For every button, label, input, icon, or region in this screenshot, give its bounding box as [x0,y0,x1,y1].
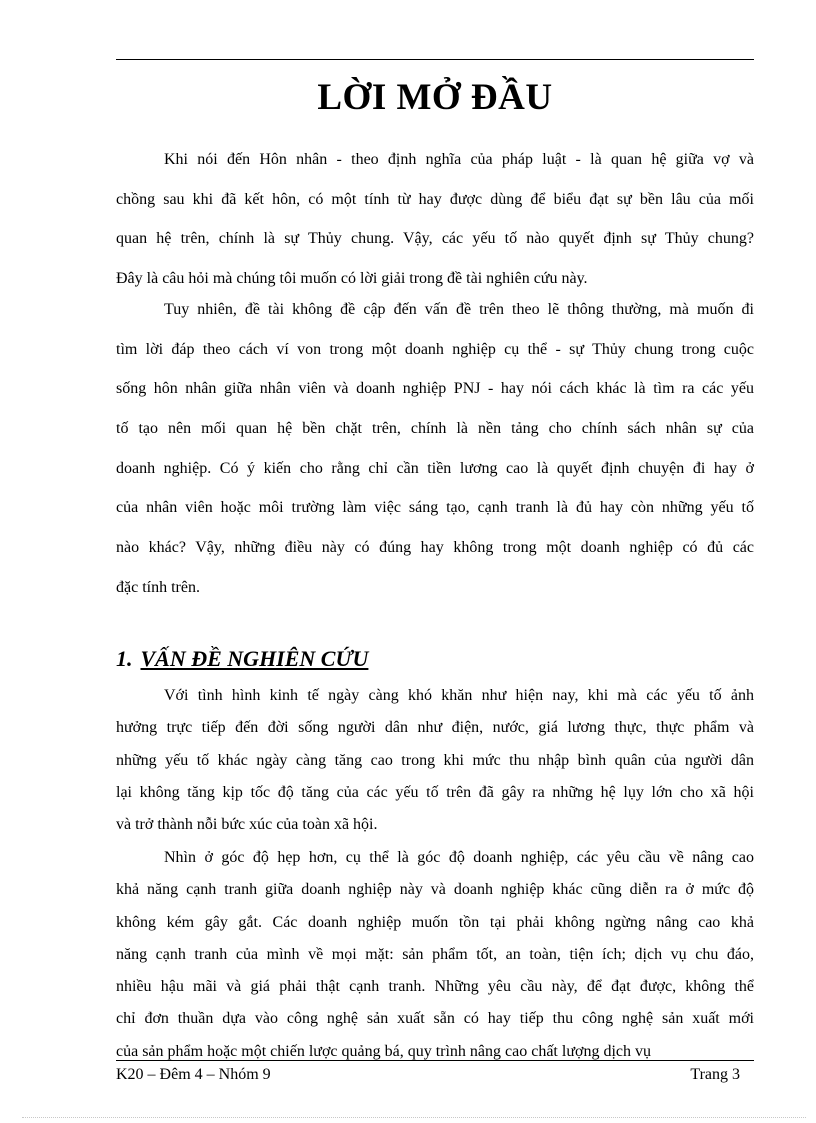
text-line: Tuy nhiên, đề tài không đề cập đến vấn đề trên theo lẽ thông thường, mà muốn đi [164,301,754,318]
text-line: và trở thành nỗi bức xúc của toàn xã hội. [116,816,378,834]
section-paragraph-2 [116,842,754,1068]
text-line: sống hôn nhân giữa nhân viên và doanh nghiệp PNJ - hay nói cách khác là tìm ra các yếu [116,380,754,398]
text-line: lại không tăng kịp tốc độ tăng của các yếu tố trên đã gây ra những hệ lụy lớn cho xã hội [116,783,754,801]
text-line: nhiều hậu mãi và giá phải thật cạnh tranh. Những yêu cầu này, để đạt được, không thể [116,978,754,996]
text-line: khả năng cạnh tranh giữa doanh nghiệp này và doanh nghiệp khác cũng diễn ra ở mức độ [116,881,754,899]
text-line: tìm lời đáp theo cách ví von trong một doanh nghiệp cụ thể - sự Thủy chung trong cuộc [116,340,754,358]
text-line: không kém gây gắt. Các doanh nghiệp muốn tồn tại phải không ngừng nâng cao khả [116,913,754,931]
page-break-line [22,1117,806,1118]
intro-paragraph-2 [116,290,754,608]
text-line: Đây là câu hỏi mà chúng tôi muốn có lời giải trong đề tài nghiên cứu này. [116,270,588,288]
intro-paragraph-1 [116,140,754,299]
text-line: của sản phẩm hoặc một chiến lược quảng bá, quy trình nâng cao chất lượng dịch vụ [116,1042,651,1060]
text-line: những yếu tố khác ngày càng tăng cao trong khi mức thu nhập bình quân của người dân [116,751,754,769]
footer-group-label: K20 – Đêm 4 – Nhóm 9 [116,1066,271,1083]
section-paragraph-1 [116,680,754,841]
text-line: đặc tính trên. [116,578,200,596]
text-line: Với tình hình kinh tế ngày càng khó khăn như hiện nay, khi mà các yếu tố ảnh [164,687,754,704]
text-line: quan hệ trên, chính là sự Thủy chung. Vậy, các yếu tố nào quyết định sự Thủy chung? [116,230,754,248]
text-line: nào khác? Vậy, những điều này có đúng hay không trong một doanh nghiệp có đủ các [116,539,754,557]
text-line: tố tạo nên mối quan hệ bền chặt trên, chính là nền tảng cho chính sách nhân sự của [116,420,754,438]
text-line: của nhân viên hoặc môi trường làm việc sáng tạo, cạnh tranh là đủ hay còn những yếu tố [116,499,754,517]
section-heading [116,646,368,672]
footer-page-number: Trang 3 [690,1066,740,1083]
header-rule [116,59,754,60]
text-line: hưởng trực tiếp đến đời sống người dân như điện, nước, giá lương thực, thực phẩm và [116,719,754,737]
text-line: năng cạnh tranh của mình về mọi mặt: sản phẩm tốt, an toàn, tiện ích; dịch vụ chu đáo, [116,945,754,963]
section-number: 1. [116,646,133,671]
text-line: chồng sau khi đã kết hôn, có một tính từ hay được dùng để biểu đạt sự bền lâu của mối [116,190,754,208]
page-title: LỜI MỞ ĐẦU [317,77,553,118]
section-title: VẤN ĐỀ NGHIÊN CỨU [140,646,369,671]
text-line: Khi nói đến Hôn nhân - theo định nghĩa của pháp luật - là quan hệ giữa vợ và [164,151,754,168]
footer-rule [116,1060,754,1061]
text-line: Nhìn ở góc độ hẹp hơn, cụ thể là góc độ doanh nghiệp, các yêu cầu về nâng cao [164,849,754,866]
text-line: chỉ đơn thuần dựa vào công nghệ sản xuất sẵn có hay tiếp thu công nghệ sản xuất mới [116,1010,754,1028]
text-line: doanh nghiệp. Có ý kiến cho rằng chỉ cần tiền lương cao là quyết định chuyện đi hay ở [116,459,754,477]
